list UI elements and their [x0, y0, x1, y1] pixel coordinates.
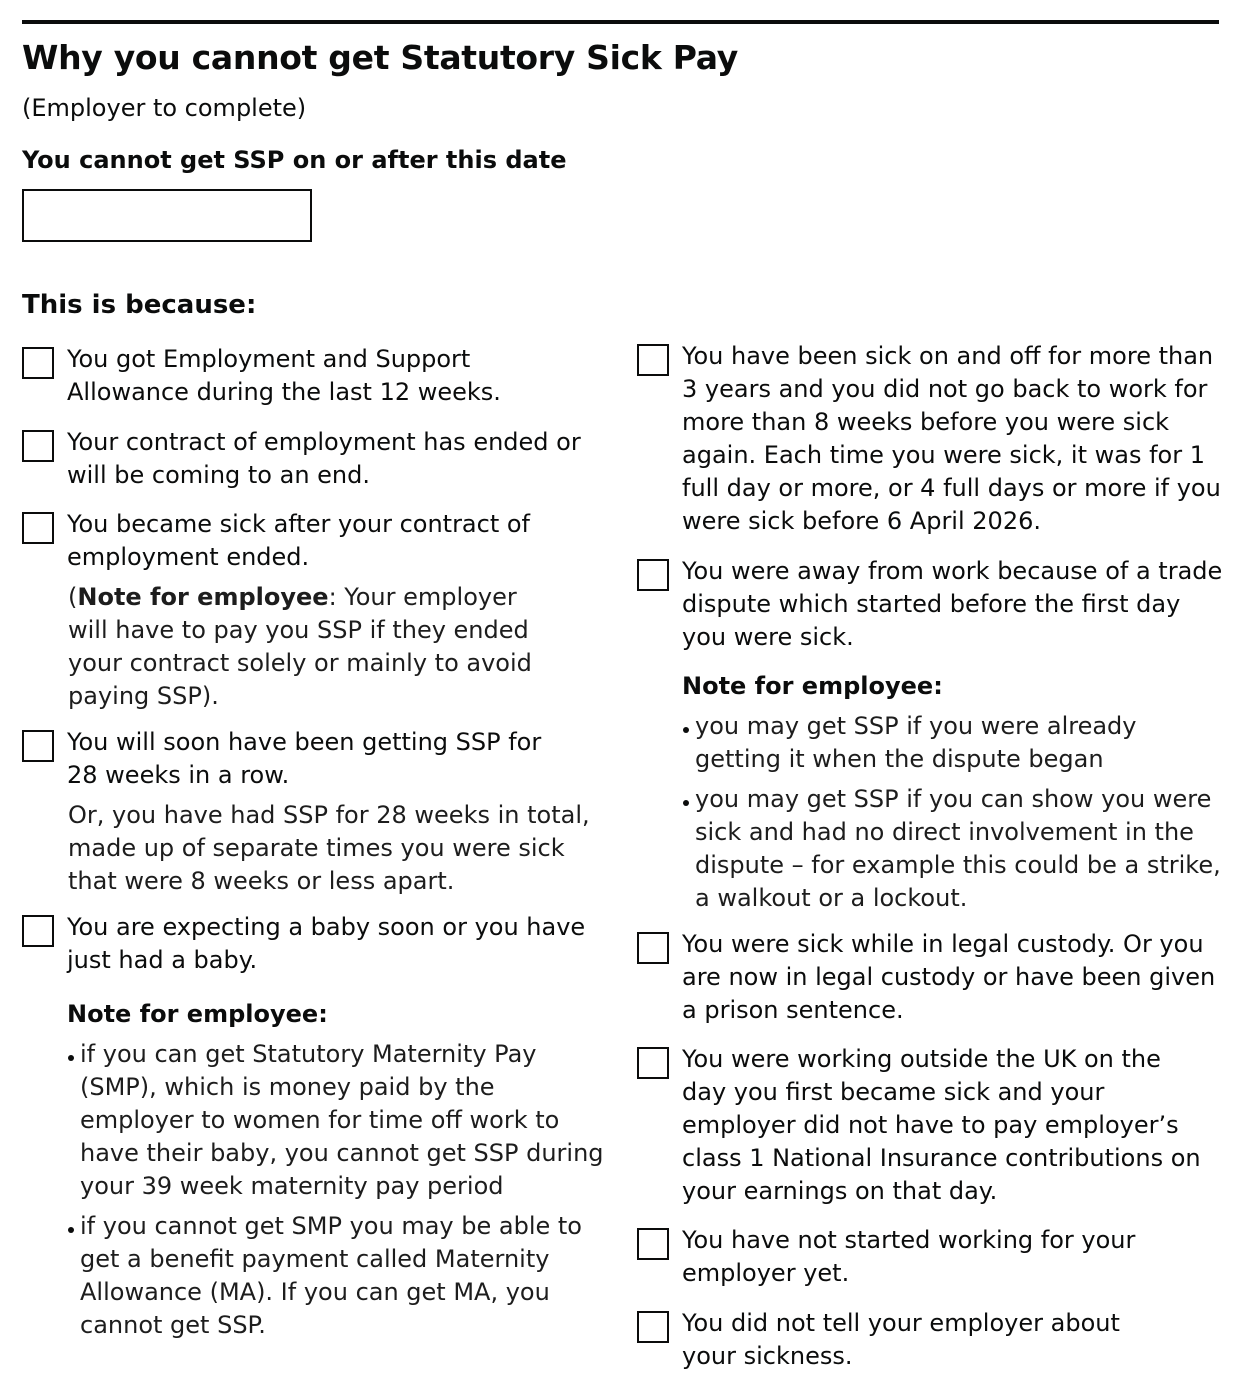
checkbox-legal-custody[interactable]: [637, 932, 669, 964]
option-label: You were sick while in legal custody. Or you are now in legal custody or have been given a prison sentence.: [682, 930, 1216, 1024]
note-heading: [682, 670, 943, 703]
date-label: You cannot get SSP on or after this date: [22, 146, 567, 174]
option-label: You were away from work because of a trade dispute which started before the first day you were sick.: [682, 557, 1223, 651]
note-bullet: you may get SSP if you were already getting it when the dispute began: [695, 710, 1155, 776]
option-label: You will soon have been getting SSP for 28 weeks in a row.: [67, 728, 542, 789]
note-label: Note for employee: [67, 1000, 319, 1028]
top-rule: [22, 20, 1219, 24]
checkbox-trade-dispute[interactable]: [637, 559, 669, 591]
checkbox-did-not-tell[interactable]: [637, 1311, 669, 1343]
note-body: : Your employer will have to pay you SSP if they ended your contract solely or mainly to avoid paying SSP).: [68, 583, 532, 710]
checkbox-baby[interactable]: [22, 915, 54, 947]
option-label: Your contract of employment has ended or will be coming to an end.: [67, 428, 581, 489]
page-title: Why you cannot get Statutory Sick Pay: [22, 38, 738, 77]
checkbox-contract-ended[interactable]: [22, 430, 54, 462]
note-colon: :: [318, 1000, 328, 1028]
note-bullet: you may get SSP if you can show you were sick and had no direct involvement in the dispute – for example this could be a strike, a walkout or a lockout.: [695, 783, 1230, 915]
option-label: You have been sick on and off for more than 3 years and you did not go back to work for more than 8 weeks before you were sick again. Each time you were sick, it was for 1 full day or more, or 4 full days or more if you were sick before 6 April 2026.: [682, 342, 1221, 535]
date-input[interactable]: [22, 189, 312, 242]
checkbox-sick-after-contract[interactable]: [22, 512, 54, 544]
note-bullet: if you cannot get SMP you may be able to get a benefit payment called Maternity Allowance (MA). If you can get MA, you cannot get SSP.: [80, 1210, 605, 1342]
checkbox-not-started[interactable]: [637, 1228, 669, 1260]
note-bullet: if you can get Statutory Maternity Pay (SMP), which is money paid by the employer to women for time off work to have their baby, you cannot get SSP during your 39 week maternity pay period: [80, 1038, 610, 1203]
checkbox-outside-uk[interactable]: [637, 1047, 669, 1079]
note-open-paren: (: [68, 583, 78, 611]
because-heading: This is because:: [22, 290, 257, 320]
option-extra: Or, you have had SSP for 28 weeks in total, made up of separate times you were sick that were 8 weeks or less apart.: [68, 801, 590, 895]
option-label: You were working outside the UK on the day you first became sick and your employer did not have to pay employer’s class 1 National Insurance contributions on your earnings on that day.: [682, 1045, 1201, 1205]
checkbox-28-weeks[interactable]: [22, 730, 54, 762]
checkbox-esa[interactable]: [22, 347, 54, 379]
employee-note: [68, 581, 538, 713]
option-label: You became sick after your contract of employment ended.: [67, 510, 531, 571]
option-label: You did not tell your employer about your sickness.: [682, 1309, 1120, 1370]
note-label: Note for employee: [77, 583, 329, 611]
option-label: You have not started working for your employer yet.: [682, 1226, 1136, 1287]
note-colon: :: [933, 672, 943, 700]
note-label: Note for employee: [682, 672, 934, 700]
note-heading: [67, 998, 328, 1031]
page-subtitle: (Employer to complete): [22, 94, 307, 122]
option-label: You got Employment and Support Allowance during the last 12 weeks.: [67, 345, 501, 406]
checkbox-sick-on-off[interactable]: [637, 344, 669, 376]
option-label: You are expecting a baby soon or you have just had a baby.: [67, 913, 586, 974]
